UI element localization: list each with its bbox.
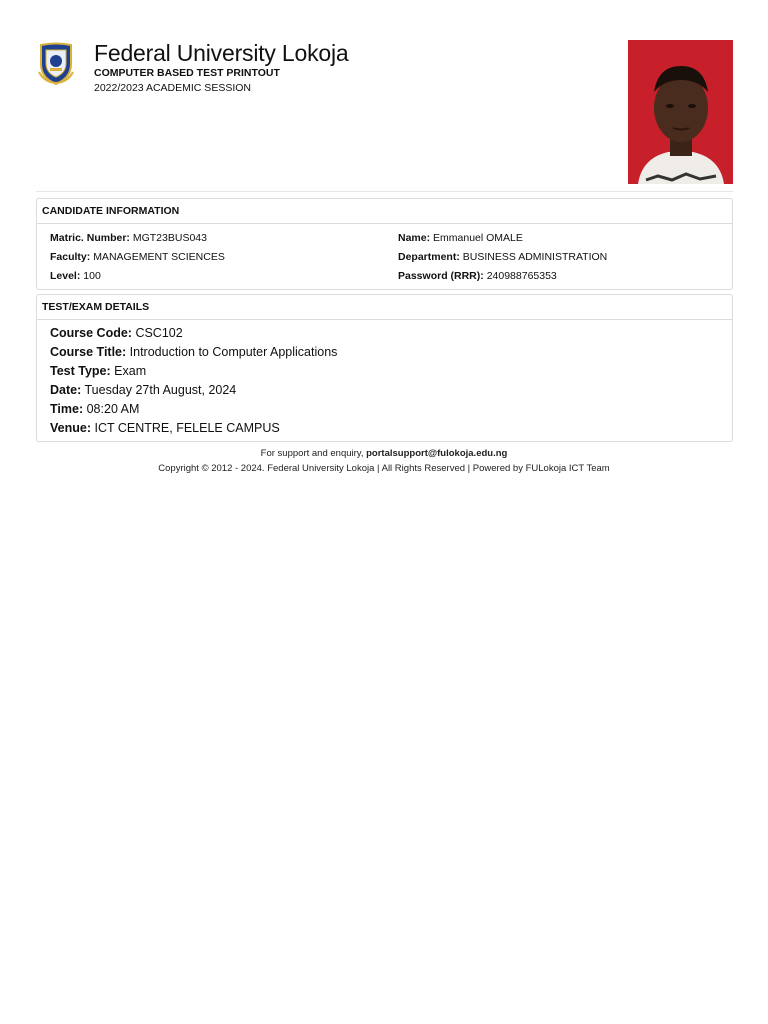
venue-row xyxy=(50,420,280,436)
matric-number-label: Matric. Number: xyxy=(50,232,130,244)
matric-number-row xyxy=(50,231,207,245)
department-row xyxy=(398,250,607,264)
department-label: Department: xyxy=(398,251,460,263)
candidate-information-panel xyxy=(36,198,733,290)
course-code-row xyxy=(50,325,183,341)
name-value: Emmanuel OMALE xyxy=(433,232,523,244)
test-type-label: Test Type: xyxy=(50,364,111,378)
date-row xyxy=(50,382,236,398)
faculty-row xyxy=(50,250,225,264)
course-code-value: CSC102 xyxy=(135,326,183,340)
support-text: For support and enquiry, xyxy=(260,448,364,459)
level-label: Level: xyxy=(50,270,81,282)
printout-title: COMPUTER BASED TEST PRINTOUT xyxy=(94,67,280,79)
date-value: Tuesday 27th August, 2024 xyxy=(84,383,237,397)
time-label: Time: xyxy=(50,402,84,416)
time-value: 08:20 AM xyxy=(86,402,140,416)
date-label: Date: xyxy=(50,383,82,397)
course-title-label: Course Title: xyxy=(50,345,127,359)
test-type-row xyxy=(50,363,146,379)
venue-label: Venue: xyxy=(50,421,91,435)
document-header xyxy=(36,38,733,188)
support-email-link[interactable]: portalsupport@fulokoja.edu.ng xyxy=(366,448,508,459)
venue-value: ICT CENTRE, FELELE CAMPUS xyxy=(94,421,280,435)
header-divider xyxy=(36,191,733,192)
level-value: 100 xyxy=(83,270,101,282)
university-name: Federal University Lokoja xyxy=(94,40,349,66)
password-value: 240988765353 xyxy=(486,270,557,282)
password-row xyxy=(398,269,557,283)
level-row xyxy=(50,269,101,283)
faculty-value: MANAGEMENT SCIENCES xyxy=(93,251,225,263)
password-label: Password (RRR): xyxy=(398,270,484,282)
name-row xyxy=(398,231,523,245)
course-title-row xyxy=(50,344,337,360)
candidate-information-heading: CANDIDATE INFORMATION xyxy=(37,199,732,224)
course-title-value: Introduction to Computer Applications xyxy=(129,345,338,359)
exam-details-heading: TEST/EXAM DETAILS xyxy=(37,295,732,320)
exam-details-panel xyxy=(36,294,733,442)
university-crest-icon xyxy=(38,42,74,86)
name-label: Name: xyxy=(398,232,431,244)
academic-session: 2022/2023 ACADEMIC SESSION xyxy=(94,82,251,94)
support-line xyxy=(0,447,768,460)
faculty-label: Faculty: xyxy=(50,251,91,263)
time-row xyxy=(50,401,139,417)
department-value: BUSINESS ADMINISTRATION xyxy=(462,251,608,263)
test-type-value: Exam xyxy=(114,364,147,378)
candidate-photo xyxy=(628,40,733,184)
course-code-label: Course Code: xyxy=(50,326,132,340)
copyright-line: Copyright © 2012 - 2024. Federal University Lokoja | All Rights Reserved | Powered by FULokoja ICT Team xyxy=(158,463,610,474)
matric-number-value: MGT23BUS043 xyxy=(132,232,207,244)
